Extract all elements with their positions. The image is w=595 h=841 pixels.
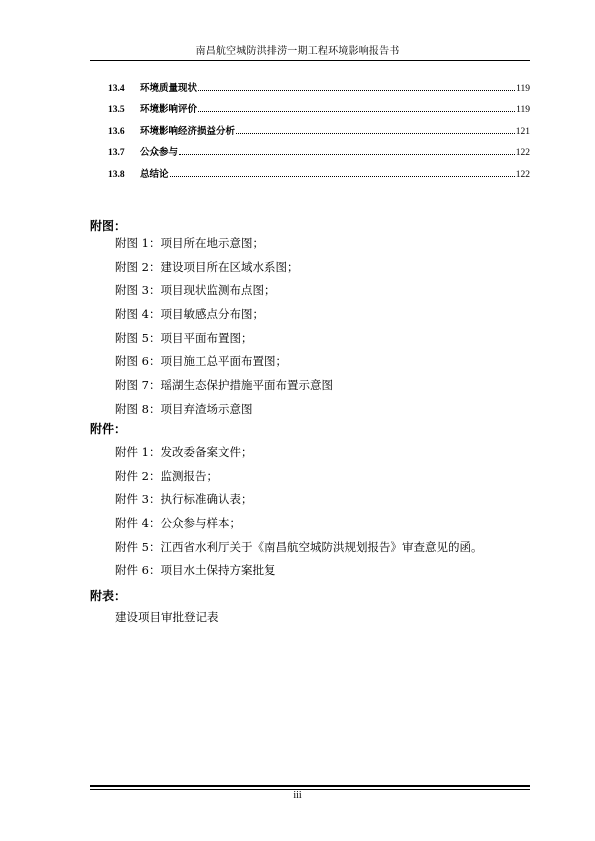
toc-title: 公众参与 xyxy=(140,147,179,159)
toc-leader xyxy=(236,133,515,134)
attachment-item: 附件 6：项目水土保持方案批复 xyxy=(115,563,276,578)
figure-item: 附图 2：建设项目所在区域水系图； xyxy=(115,259,299,274)
toc-title: 环境质量现状 xyxy=(140,82,198,94)
toc-number: 13.4 xyxy=(108,83,125,94)
figure-item: 附图 4：项目敏感点分布图； xyxy=(115,307,264,322)
toc-title: 环境影响评价 xyxy=(140,104,198,116)
header-rule xyxy=(90,60,530,61)
toc-title: 总结论 xyxy=(140,168,169,180)
toc-leader xyxy=(170,176,515,177)
toc-entry[interactable] xyxy=(108,94,530,116)
toc-leader xyxy=(198,90,515,91)
toc-page: 121 xyxy=(515,126,530,137)
toc-entry[interactable] xyxy=(108,115,530,137)
table-item: 建设项目审批登记表 xyxy=(115,610,219,624)
attachment-item: 附件 1：发改委备案文件； xyxy=(115,445,253,459)
toc-page: 119 xyxy=(516,83,530,94)
attachments-heading: 附件： xyxy=(90,422,127,436)
toc-number: 13.6 xyxy=(108,126,125,137)
figure-item: 附图 8：项目弃渣场示意图 xyxy=(115,401,253,416)
attachments-list xyxy=(115,441,482,583)
tables-list xyxy=(115,606,219,630)
attachment-item: 附件 3：执行标准确认表； xyxy=(115,492,253,507)
attachment-item: 附件 2：监测报告； xyxy=(115,468,218,483)
toc-number: 13.7 xyxy=(108,148,125,159)
attachment-item: 附件 5：江西省水利厅关于《南昌航空城防洪规划报告》审查意见的函。 xyxy=(115,539,483,554)
attachment-item: 附件 4：公众参与样本； xyxy=(115,516,241,531)
toc-leader xyxy=(179,154,515,155)
figure-item: 附图 3：项目现状监测布点图； xyxy=(115,283,276,298)
toc-leader xyxy=(198,111,515,112)
toc-number: 13.8 xyxy=(108,169,125,180)
toc-entry[interactable] xyxy=(108,158,530,180)
toc-entry[interactable] xyxy=(108,137,530,159)
figure-item: 附图 7：瑶湖生态保护措施平面布置示意图 xyxy=(115,378,333,393)
figures-heading: 附图： xyxy=(90,219,127,233)
toc-entry[interactable] xyxy=(108,72,530,94)
toc-page: 122 xyxy=(515,148,530,159)
figures-list xyxy=(115,232,333,422)
figure-item: 附图 6：项目施工总平面布置图； xyxy=(115,354,287,369)
toc-page: 119 xyxy=(516,105,530,116)
tables-heading: 附表： xyxy=(90,589,127,603)
page-number: iii xyxy=(293,790,302,801)
toc-title: 环境影响经济损益分析 xyxy=(140,125,236,137)
figure-item: 附图 1：项目所在地示意图； xyxy=(115,236,264,250)
toc-number: 13.5 xyxy=(108,105,125,116)
table-of-contents xyxy=(108,72,530,180)
toc-page: 122 xyxy=(515,169,530,180)
running-header: 南昌航空城防洪排涝一期工程环境影响报告书 xyxy=(195,46,400,57)
footer-rule xyxy=(90,785,530,787)
figure-item: 附图 5：项目平面布置图； xyxy=(115,330,253,345)
